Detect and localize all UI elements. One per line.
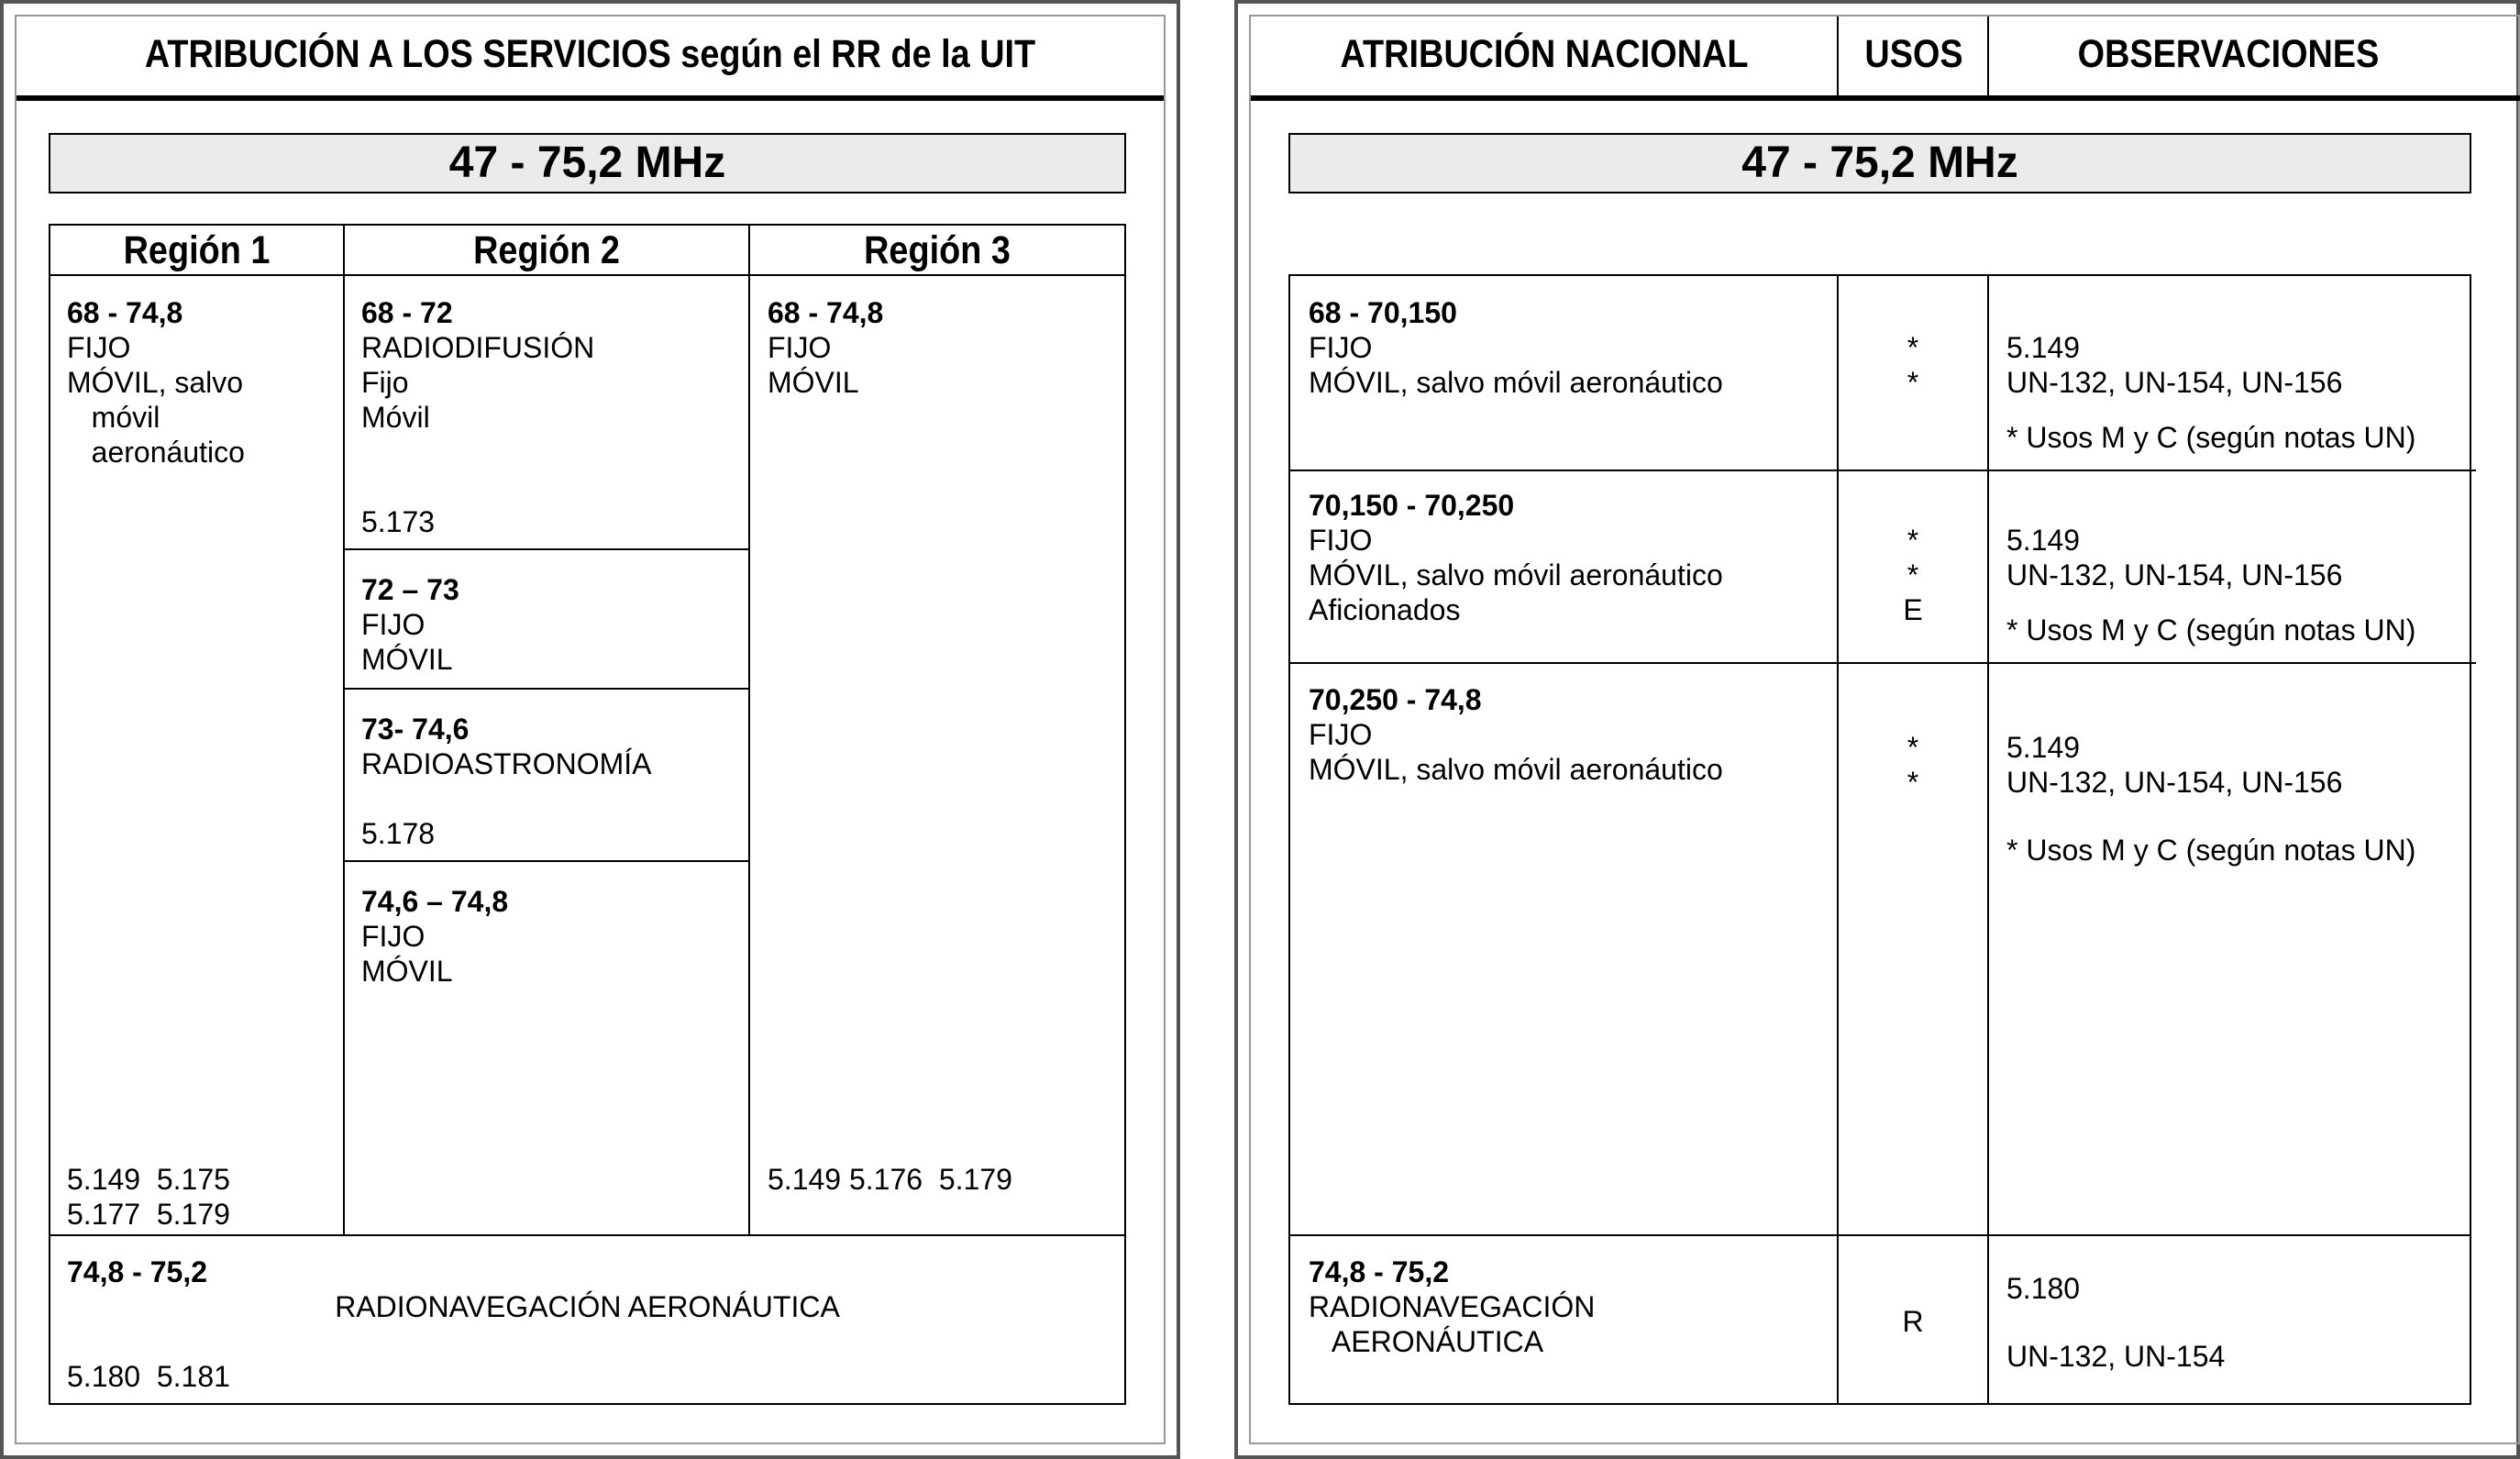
row-uso: * [1907, 366, 1919, 399]
left-title-rule [17, 95, 1164, 101]
left-band-box [49, 133, 1126, 193]
row-service: FIJO [1309, 331, 1373, 364]
regions-top-rule [49, 224, 1126, 226]
row-rule [1288, 662, 2476, 664]
right-band-label: 47 - 75,2 MHz [1741, 138, 2018, 187]
region3-service: MÓVIL [768, 366, 859, 399]
row-service: AERONÁUTICA [1309, 1325, 1544, 1358]
col-divider [1987, 274, 1989, 1405]
row-service: FIJO [1309, 524, 1373, 557]
region2-range: 74,6 – 74,8 [361, 885, 509, 918]
region-2-header: Región 2 [473, 228, 620, 272]
region1-footnotes: 5.149 5.175 [67, 1163, 230, 1196]
header-atribucion-nacional: ATRIBUCIÓN NACIONAL [1340, 32, 1749, 76]
row-observation: * Usos M y C (según notas UN) [2006, 613, 2416, 647]
row-uso: * [1907, 558, 1919, 591]
row-uso: R [1902, 1305, 1924, 1338]
row-rule [1288, 1234, 2471, 1236]
col-divider [1837, 274, 1839, 1405]
row-range: 68 - 70,150 [1309, 296, 1457, 329]
row-service: MÓVIL, salvo móvil aeronáutico [1309, 558, 1723, 591]
row-uso: * [1907, 524, 1919, 557]
row-service: MÓVIL, salvo móvil aeronáutico [1309, 753, 1723, 786]
region2-rule-1 [345, 548, 748, 550]
row-observation: * Usos M y C (según notas UN) [2006, 834, 2416, 867]
row-service: Aficionados [1309, 593, 1461, 626]
region-3-header: Región 3 [864, 228, 1011, 272]
row-observation: UN-132, UN-154, UN-156 [2006, 558, 2343, 591]
row-service: MÓVIL, salvo móvil aeronáutico [1309, 366, 1723, 399]
right-band-box [1288, 133, 2471, 193]
left-title: ATRIBUCIÓN A LOS SERVICIOS según el RR de la UIT [144, 32, 1036, 76]
row-observation: UN-132, UN-154 [2006, 1340, 2226, 1373]
row-observation: 5.149 [2006, 731, 2081, 764]
region2-rule-2 [345, 688, 748, 690]
row-uso: * [1907, 331, 1919, 364]
table-bottom-rule [1288, 1403, 2471, 1405]
regions-header-rule [49, 274, 1126, 276]
table-right-rule [1124, 224, 1126, 1405]
table-right-rule [2470, 274, 2471, 1405]
region2-service: MÓVIL [361, 643, 453, 676]
row-uso: * [1907, 731, 1919, 764]
row-service: FIJO [1309, 718, 1373, 751]
region2-range: 72 – 73 [361, 573, 459, 606]
region2-service: RADIOASTRONOMÍA [361, 747, 652, 780]
table-top-rule [1288, 274, 2471, 276]
bottom-service: RADIONAVEGACIÓN AERONÁUTICA [335, 1290, 840, 1323]
region2-service: FIJO [361, 608, 426, 641]
table-left-rule [1288, 274, 1290, 1405]
header-divider [1837, 17, 1839, 97]
region2-service: RADIODIFUSIÓN [361, 331, 595, 364]
left-band-label: 47 - 75,2 MHz [448, 138, 726, 187]
row-observation: 5.180 [2006, 1272, 2081, 1305]
row-range: 70,150 - 70,250 [1309, 489, 1515, 522]
row-observation: 5.149 [2006, 331, 2081, 364]
region3-footnotes: 5.149 5.176 5.179 [768, 1163, 1012, 1196]
region2-service: FIJO [361, 920, 426, 953]
header-observaciones: OBSERVACIONES [2077, 32, 2380, 76]
row-observation: UN-132, UN-154, UN-156 [2006, 766, 2343, 799]
region1-range: 68 - 74,8 [67, 296, 183, 329]
region2-footnotes: 5.173 [361, 505, 436, 538]
header-divider [1987, 17, 1989, 97]
region2-service: Móvil [361, 401, 430, 434]
header-usos: USOS [1864, 32, 1963, 76]
region1-service: FIJO [67, 331, 131, 364]
region2-service: Fijo [361, 366, 409, 399]
row-range: 70,250 - 74,8 [1309, 683, 1482, 716]
row-observation: UN-132, UN-154, UN-156 [2006, 366, 2343, 399]
row-observation: 5.149 [2006, 524, 2081, 557]
region-divider-2 [748, 224, 750, 1236]
region1-service: MÓVIL, salvo [67, 366, 244, 399]
regions-bottom-rule [49, 1234, 1126, 1236]
region1-service: aeronáutico [67, 436, 245, 469]
row-service: RADIONAVEGACIÓN [1309, 1290, 1596, 1323]
row-range: 74,8 - 75,2 [1309, 1255, 1449, 1288]
region2-range: 68 - 72 [361, 296, 453, 329]
region1-service: móvil [67, 401, 160, 434]
region1-footnotes: 5.177 5.179 [67, 1198, 230, 1231]
bottom-range: 74,8 - 75,2 [67, 1255, 207, 1288]
region2-range: 73- 74,6 [361, 713, 470, 746]
table-bottom-rule [49, 1403, 1126, 1405]
region-divider-1 [343, 224, 345, 1236]
region2-service: MÓVIL [361, 955, 453, 988]
bottom-footnotes: 5.180 5.181 [67, 1360, 230, 1393]
row-observation: * Usos M y C (según notas UN) [2006, 421, 2416, 454]
region-1-header: Región 1 [123, 228, 271, 272]
table-left-rule [49, 224, 50, 1405]
region2-rule-3 [345, 860, 748, 862]
region2-footnotes: 5.178 [361, 817, 436, 850]
row-uso: E [1903, 593, 1923, 626]
row-rule [1288, 470, 2476, 471]
region3-range: 68 - 74,8 [768, 296, 884, 329]
region3-service: FIJO [768, 331, 832, 364]
right-title-rule [1251, 95, 2520, 101]
row-uso: * [1907, 766, 1919, 799]
